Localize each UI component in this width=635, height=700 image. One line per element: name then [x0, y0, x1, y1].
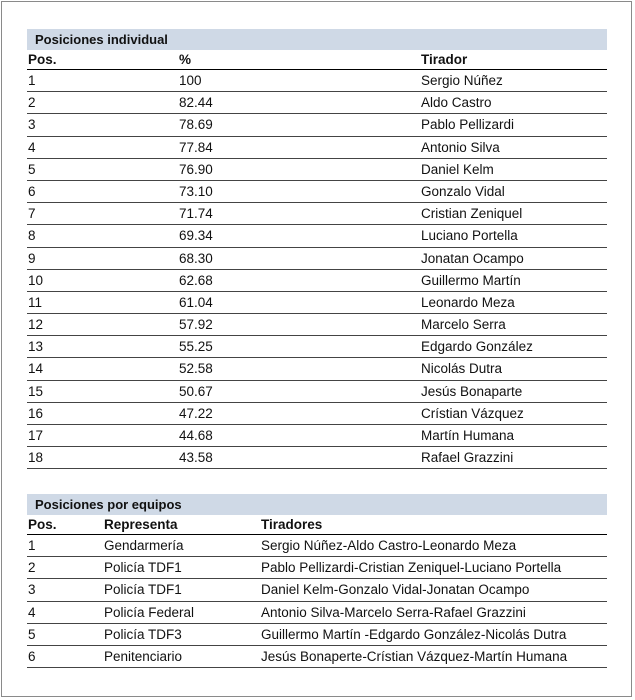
- represents-cell: Policía Federal: [104, 604, 195, 620]
- position-cell: 3: [28, 582, 36, 598]
- header-shooter: Tirador: [421, 52, 468, 67]
- header-percent: %: [179, 52, 192, 67]
- position-cell: 2: [28, 560, 36, 576]
- individual-section-title: Posiciones individual: [27, 29, 607, 50]
- percent-cell: 55.25: [179, 339, 213, 355]
- position-cell: 18: [28, 450, 44, 466]
- shooter-name-cell: Marcelo Serra: [421, 317, 506, 333]
- table-row: [27, 70, 607, 92]
- table-row: [27, 314, 607, 336]
- percent-cell: 100: [179, 73, 202, 88]
- shooter-name-cell: Crístian Vázquez: [421, 405, 524, 421]
- individual-column-headers: [27, 50, 607, 70]
- percent-cell: 69.34: [179, 228, 213, 244]
- percent-cell: 44.68: [179, 428, 213, 443]
- shooter-name-cell: Aldo Castro: [421, 95, 492, 111]
- represents-cell: Penitenciario: [104, 648, 183, 664]
- shooter-name-cell: Luciano Portella: [421, 228, 518, 244]
- table-row: [27, 225, 607, 247]
- shooters-cell: Antonio Silva-Marcelo Serra-Rafael Grazzini: [261, 604, 526, 620]
- position-cell: 5: [28, 626, 36, 642]
- position-cell: 8: [28, 228, 36, 244]
- position-cell: 10: [28, 272, 44, 288]
- table-row: [27, 137, 607, 159]
- individual-standings-table: [27, 29, 607, 469]
- table-row: [27, 159, 607, 181]
- shooter-name-cell: Sergio Núñez: [421, 73, 503, 88]
- percent-cell: 57.92: [179, 317, 213, 333]
- position-cell: 6: [28, 648, 36, 664]
- table-row: [27, 292, 607, 314]
- table-row: [27, 579, 607, 601]
- shooters-cell: Jesús Bonaperte-Crístian Vázquez-Martín Humana: [261, 648, 568, 664]
- percent-cell: 68.30: [179, 250, 213, 266]
- table-row: [27, 203, 607, 225]
- percent-cell: 73.10: [179, 183, 213, 199]
- position-cell: 12: [28, 317, 44, 333]
- position-cell: 3: [28, 117, 36, 133]
- shooters-cell: Sergio Núñez-Aldo Castro-Leonardo Meza: [261, 538, 517, 553]
- position-cell: 14: [28, 361, 44, 377]
- position-cell: 4: [28, 139, 36, 155]
- shooter-name-cell: Martín Humana: [421, 428, 515, 443]
- percent-cell: 50.67: [179, 383, 213, 399]
- percent-cell: 61.04: [179, 294, 213, 310]
- shooter-name-cell: Gonzalo Vidal: [421, 183, 505, 199]
- shooters-cell: Guillermo Martín -Edgardo González-Nicolás Dutra: [261, 626, 567, 642]
- position-cell: 9: [28, 250, 36, 266]
- percent-cell: 71.74: [179, 206, 213, 222]
- team-standings-table: [27, 494, 607, 668]
- table-row: [27, 425, 607, 447]
- table-row: [27, 381, 607, 403]
- represents-cell: Policía TDF1: [104, 560, 182, 576]
- table-row: [27, 447, 607, 469]
- position-cell: 4: [28, 604, 36, 620]
- table-row: [27, 270, 607, 292]
- shooter-name-cell: Jesús Bonaparte: [421, 383, 523, 399]
- table-row: [27, 248, 607, 270]
- percent-cell: 52.58: [179, 361, 213, 377]
- shooter-name-cell: Pablo Pellizardi: [421, 117, 515, 133]
- table-row: [27, 557, 607, 579]
- shooter-name-cell: Rafael Grazzini: [421, 450, 514, 466]
- table-row: [27, 624, 607, 646]
- shooter-name-cell: Guillermo Martín: [421, 272, 521, 288]
- position-cell: 5: [28, 161, 36, 177]
- position-cell: 2: [28, 95, 36, 111]
- position-cell: 1: [28, 73, 36, 88]
- percent-cell: 76.90: [179, 161, 213, 177]
- individual-rows: [27, 70, 607, 469]
- shooter-name-cell: Leonardo Meza: [421, 294, 515, 310]
- table-row: [27, 535, 607, 557]
- position-cell: 6: [28, 183, 36, 199]
- header-represents: Representa: [104, 517, 178, 532]
- shooter-name-cell: Cristian Zeniquel: [421, 206, 523, 222]
- position-cell: 11: [28, 294, 43, 310]
- represents-cell: Gendarmería: [104, 538, 184, 553]
- position-cell: 1: [28, 538, 36, 553]
- team-section-title: Posiciones por equipos: [27, 494, 607, 515]
- represents-cell: Policía TDF1: [104, 582, 182, 598]
- team-column-headers: [27, 515, 607, 535]
- shooter-name-cell: Antonio Silva: [421, 139, 500, 155]
- position-cell: 15: [28, 383, 44, 399]
- position-cell: 7: [28, 206, 36, 222]
- position-cell: 17: [28, 428, 44, 443]
- team-rows: [27, 535, 607, 668]
- percent-cell: 78.69: [179, 117, 213, 133]
- position-cell: 13: [28, 339, 44, 355]
- percent-cell: 77.84: [179, 139, 213, 155]
- percent-cell: 43.58: [179, 450, 213, 466]
- shooter-name-cell: Edgardo González: [421, 339, 533, 355]
- table-row: [27, 336, 607, 358]
- shooter-name-cell: Jonatan Ocampo: [421, 250, 524, 266]
- shooters-cell: Pablo Pellizardi-Cristian Zeniquel-Luciano Portella: [261, 560, 562, 576]
- header-pos: Pos.: [28, 52, 57, 67]
- represents-cell: Policía TDF3: [104, 626, 182, 642]
- percent-cell: 47.22: [179, 405, 213, 421]
- shooters-cell: Daniel Kelm-Gonzalo Vidal-Jonatan Ocampo: [261, 582, 530, 598]
- header-pos: Pos.: [28, 517, 57, 532]
- table-row: [27, 403, 607, 425]
- position-cell: 16: [28, 405, 44, 421]
- table-row: [27, 92, 607, 114]
- table-row: [27, 181, 607, 203]
- percent-cell: 82.44: [179, 95, 213, 111]
- table-row: [27, 114, 607, 136]
- table-row: [27, 646, 607, 668]
- table-row: [27, 602, 607, 624]
- table-row: [27, 358, 607, 380]
- percent-cell: 62.68: [179, 272, 213, 288]
- shooter-name-cell: Nicolás Dutra: [421, 361, 503, 377]
- header-shooters: Tiradores: [261, 517, 323, 532]
- shooter-name-cell: Daniel Kelm: [421, 161, 494, 177]
